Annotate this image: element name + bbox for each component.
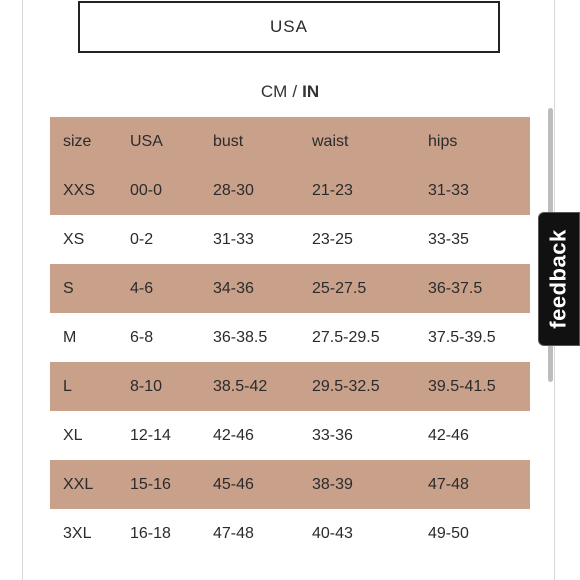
- cell-size: L: [50, 362, 130, 411]
- table-row: [50, 411, 530, 460]
- cell-waist: 23-25: [312, 230, 353, 248]
- cell-waist: 33-36: [312, 426, 353, 444]
- cell-bust: 47-48: [213, 524, 254, 542]
- cell-bust: 42-46: [213, 426, 254, 444]
- cell-waist: 25-27.5: [312, 264, 428, 313]
- header-hips: hips: [428, 117, 530, 166]
- cell-size: 3XL: [63, 524, 92, 542]
- cell-bust: 38.5-42: [213, 362, 312, 411]
- table-row: [50, 313, 530, 362]
- cell-usa: 00-0: [130, 166, 213, 215]
- cell-hips: 42-46: [428, 426, 469, 444]
- cell-bust: 34-36: [213, 264, 312, 313]
- unit-separator: /: [292, 82, 298, 101]
- cell-usa: 15-16: [130, 460, 213, 509]
- cell-usa: 4-6: [130, 264, 213, 313]
- cell-size: XXL: [50, 460, 130, 509]
- cell-waist: 38-39: [312, 460, 428, 509]
- cell-waist: 29.5-32.5: [312, 362, 428, 411]
- cell-waist: 27.5-29.5: [312, 328, 380, 346]
- header-bust: bust: [213, 117, 312, 166]
- size-chart-body: [50, 166, 530, 558]
- table-row: [50, 460, 530, 509]
- table-row: [50, 215, 530, 264]
- cell-bust: 31-33: [213, 230, 254, 248]
- table-row: [50, 362, 530, 411]
- cell-hips: 33-35: [428, 230, 469, 248]
- cell-usa: 6-8: [130, 328, 154, 346]
- table-row: [50, 509, 530, 558]
- feedback-label: feedback: [546, 229, 572, 329]
- cell-size: S: [50, 264, 130, 313]
- region-selector-label: USA: [270, 17, 308, 36]
- cell-bust: 36-38.5: [213, 328, 268, 346]
- cell-hips: 49-50: [428, 524, 469, 542]
- cell-size: XL: [63, 426, 83, 444]
- header-size: size: [50, 117, 130, 166]
- cell-usa: 16-18: [130, 524, 171, 542]
- size-chart-table: [50, 117, 530, 558]
- cell-hips: 31-33: [428, 166, 530, 215]
- cell-waist: 40-43: [312, 524, 353, 542]
- header-usa: USA: [130, 117, 213, 166]
- cell-bust: 28-30: [213, 166, 312, 215]
- cell-size: M: [63, 328, 77, 346]
- cell-bust: 45-46: [213, 460, 312, 509]
- cell-size: XS: [63, 230, 85, 248]
- table-row: [50, 264, 530, 313]
- unit-cm-option[interactable]: CM: [260, 82, 288, 101]
- unit-in-option[interactable]: IN: [302, 82, 320, 101]
- feedback-tab[interactable]: [538, 212, 580, 346]
- table-header-row: [50, 117, 530, 166]
- cell-usa: 0-2: [130, 230, 154, 248]
- cell-hips: 36-37.5: [428, 264, 530, 313]
- region-selector[interactable]: [78, 1, 500, 53]
- cell-size: XXS: [50, 166, 130, 215]
- cell-hips: 47-48: [428, 460, 530, 509]
- unit-toggle: [0, 82, 580, 102]
- table-row: [50, 166, 530, 215]
- cell-hips: 39.5-41.5: [428, 362, 530, 411]
- cell-usa: 8-10: [130, 362, 213, 411]
- cell-usa: 12-14: [130, 426, 171, 444]
- header-waist: waist: [312, 117, 428, 166]
- cell-waist: 21-23: [312, 166, 428, 215]
- cell-hips: 37.5-39.5: [428, 328, 496, 346]
